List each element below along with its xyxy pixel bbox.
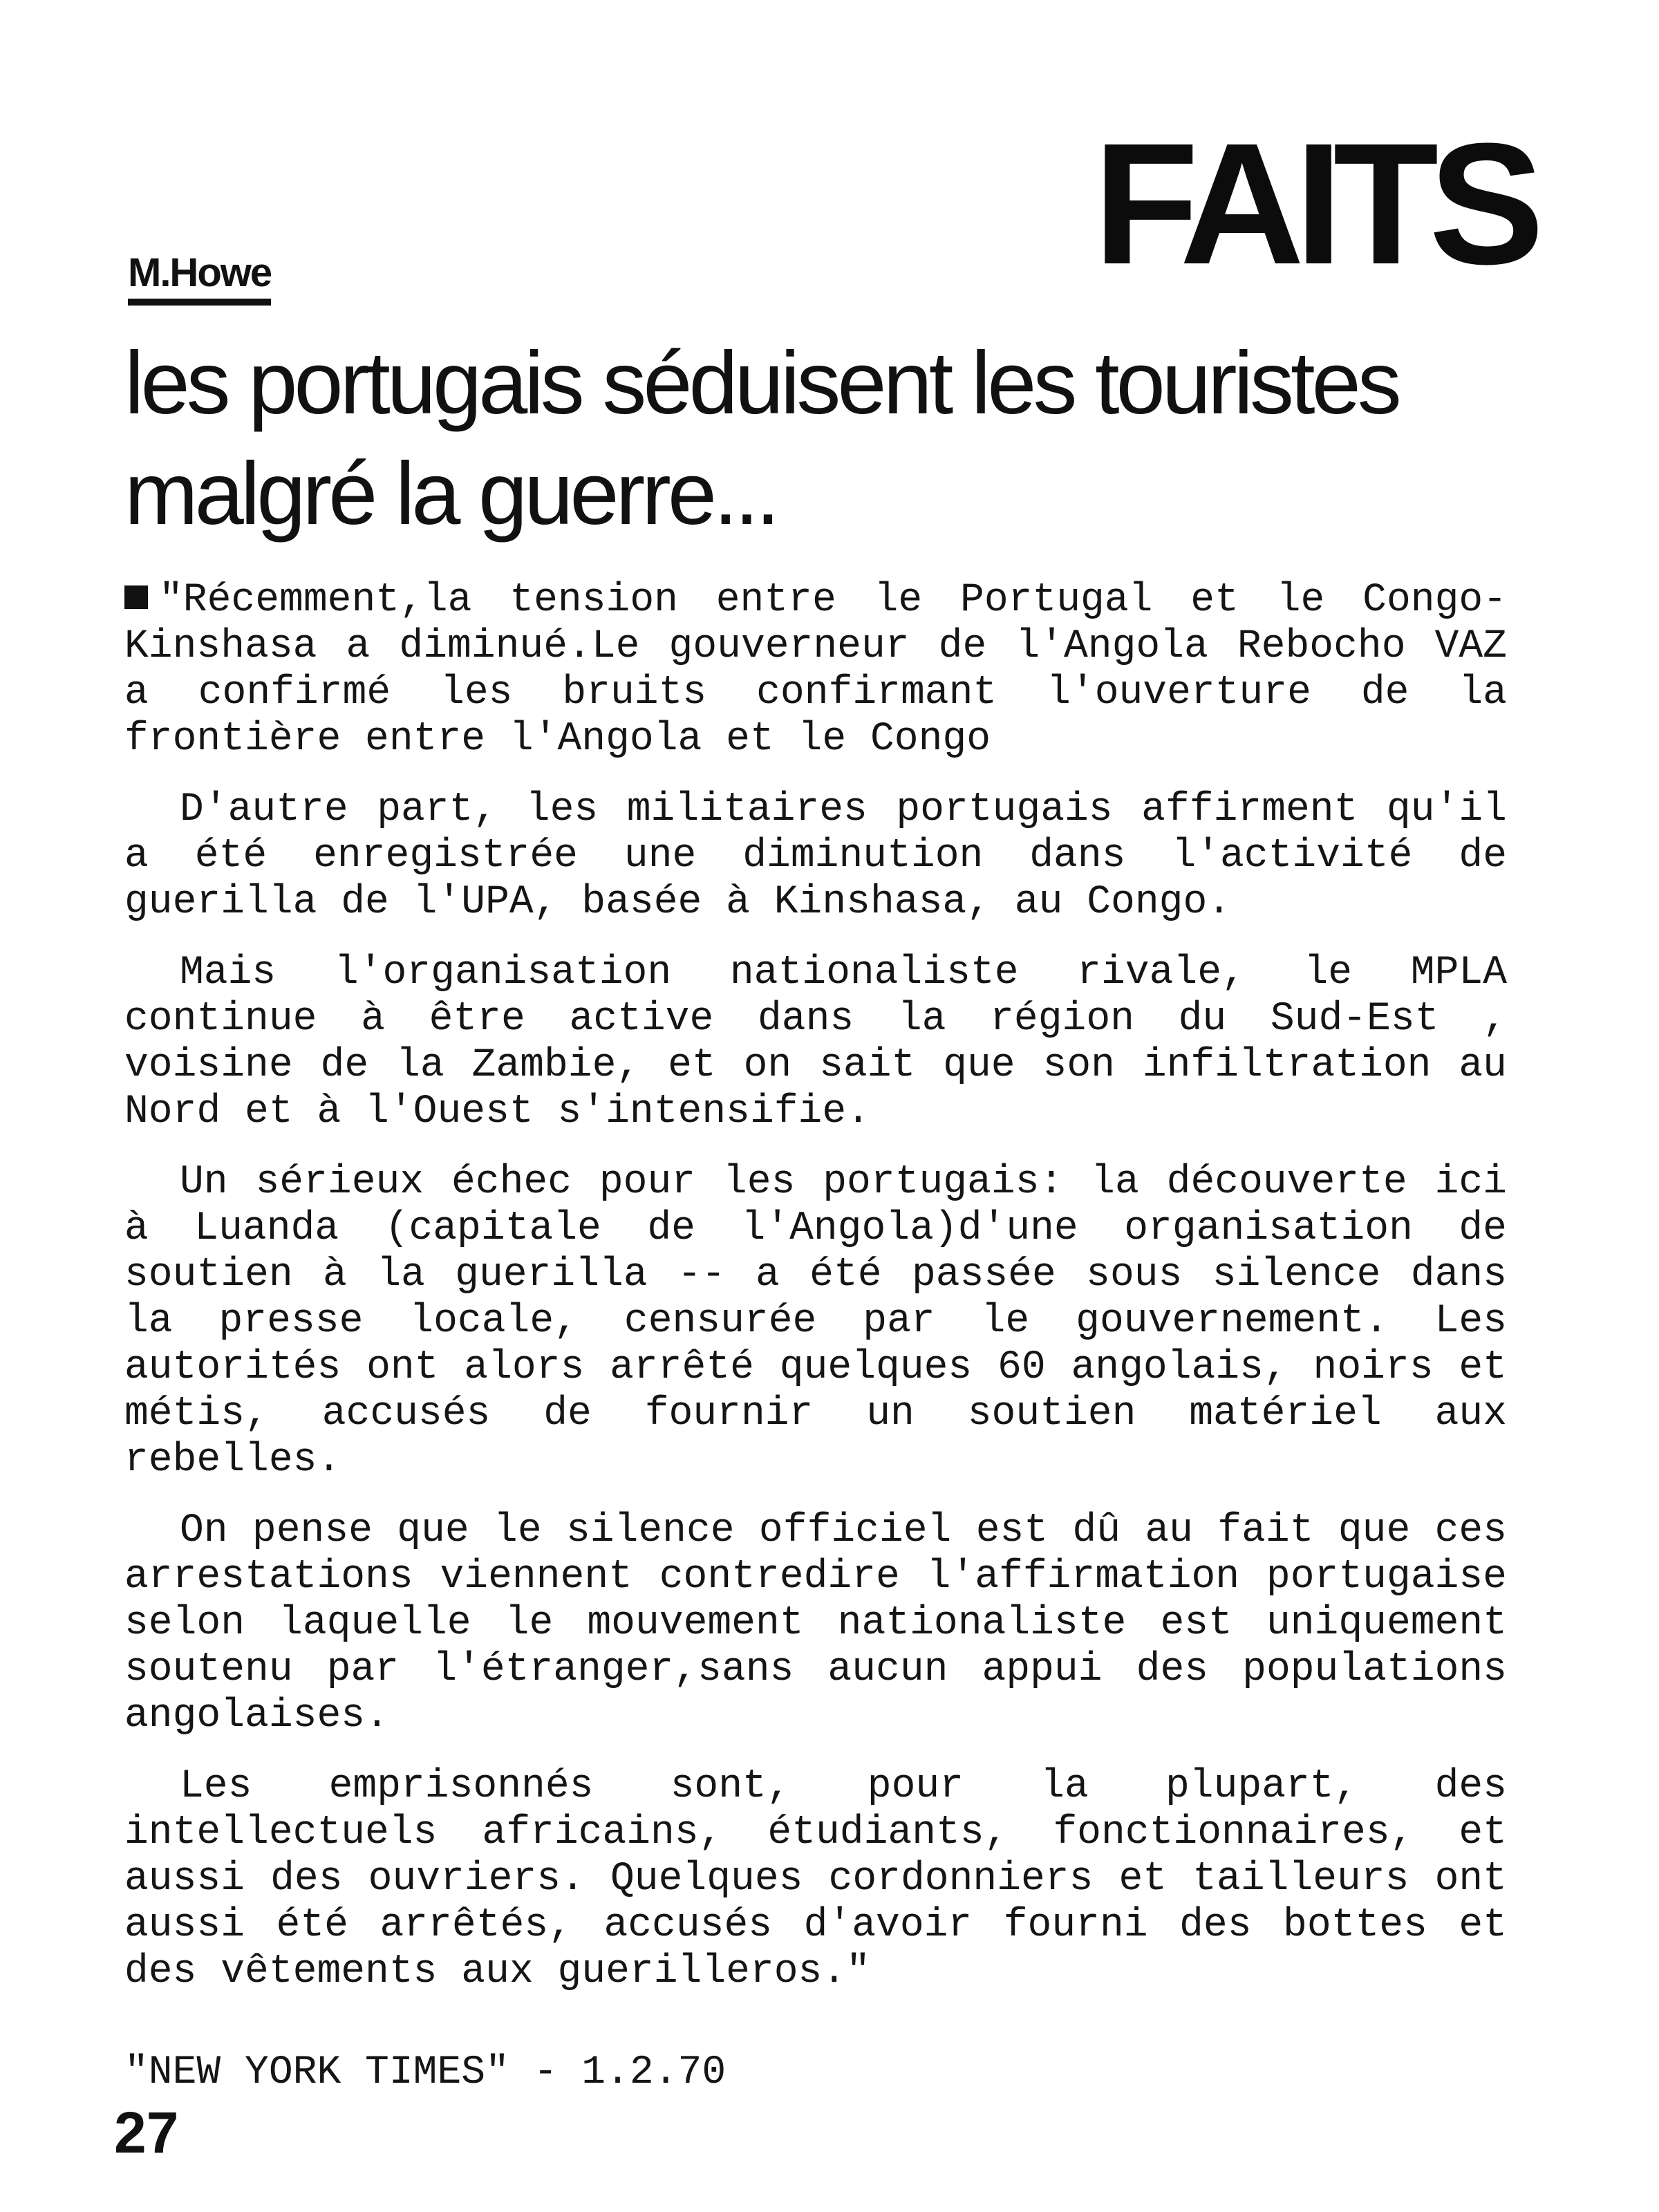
paragraph-1-text: "Récemment,la tension entre le Portugal et le Congo-Kinshasa a diminué.Le gouverneur de l'Angola Rebocho VAZ a confirmé les bruits confirmant l'ouverture de la frontière entre l'Angola et le Congo: [124, 578, 1507, 762]
page-number: 27: [114, 2100, 179, 2165]
article-headline: [124, 328, 1548, 550]
author-name: M.Howe: [128, 249, 271, 306]
source-citation: "NEW YORK TIMES" - 1.2.70: [124, 2050, 727, 2095]
section-heading: FAITS: [1093, 107, 1535, 300]
paragraph-2: D'autre part, les militaires portugais affirment qu'il a été enregistrée une diminution dans l'activité de guerilla de l'UPA, basée à Kinshasa, au Congo.: [124, 787, 1507, 925]
paragraph-4: Un sérieux échec pour les portugais: la découverte ici à Luanda (capitale de l'Angola)d'une organisation de soutien à la guerilla -- a été passée sous silence dans la presse locale, censurée par le gouvernement. Les autorités ont alors arrêté quelques 60 angolais, noirs et métis, accusés de fournir un soutien matériel aux rebelles.: [124, 1160, 1507, 1483]
paragraph-1: [124, 577, 1507, 762]
bullet-square-icon: [124, 585, 148, 609]
headline-line-1: les portugais séduisent les touristes: [124, 334, 1398, 433]
paragraph-6: Les emprisonnés sont, pour la plupart, des intellectuels africains, étudiants, fonctionnaires, et aussi des ouvriers. Quelques cordonniers et tailleurs ont aussi été arrêtés, accusés d'avoir fourni des bottes et des vêtements aux guerilleros.": [124, 1764, 1507, 1994]
paragraph-3: Mais l'organisation nationaliste rivale, le MPLA continue à être active dans la région du Sud-Est , voisine de la Zambie, et on sait que son infiltration au Nord et à l'Ouest s'intensifie.: [124, 950, 1507, 1134]
headline-line-2: malgré la guerre...: [124, 444, 777, 543]
article-body: [124, 577, 1507, 2019]
paragraph-5: On pense que le silence officiel est dû au fait que ces arrestations viennent contredire l'affirmation portugaise selon laquelle le mouvement nationaliste est uniquement soutenu par l'étranger,sans aucun appui des populations angolaises.: [124, 1508, 1507, 1738]
